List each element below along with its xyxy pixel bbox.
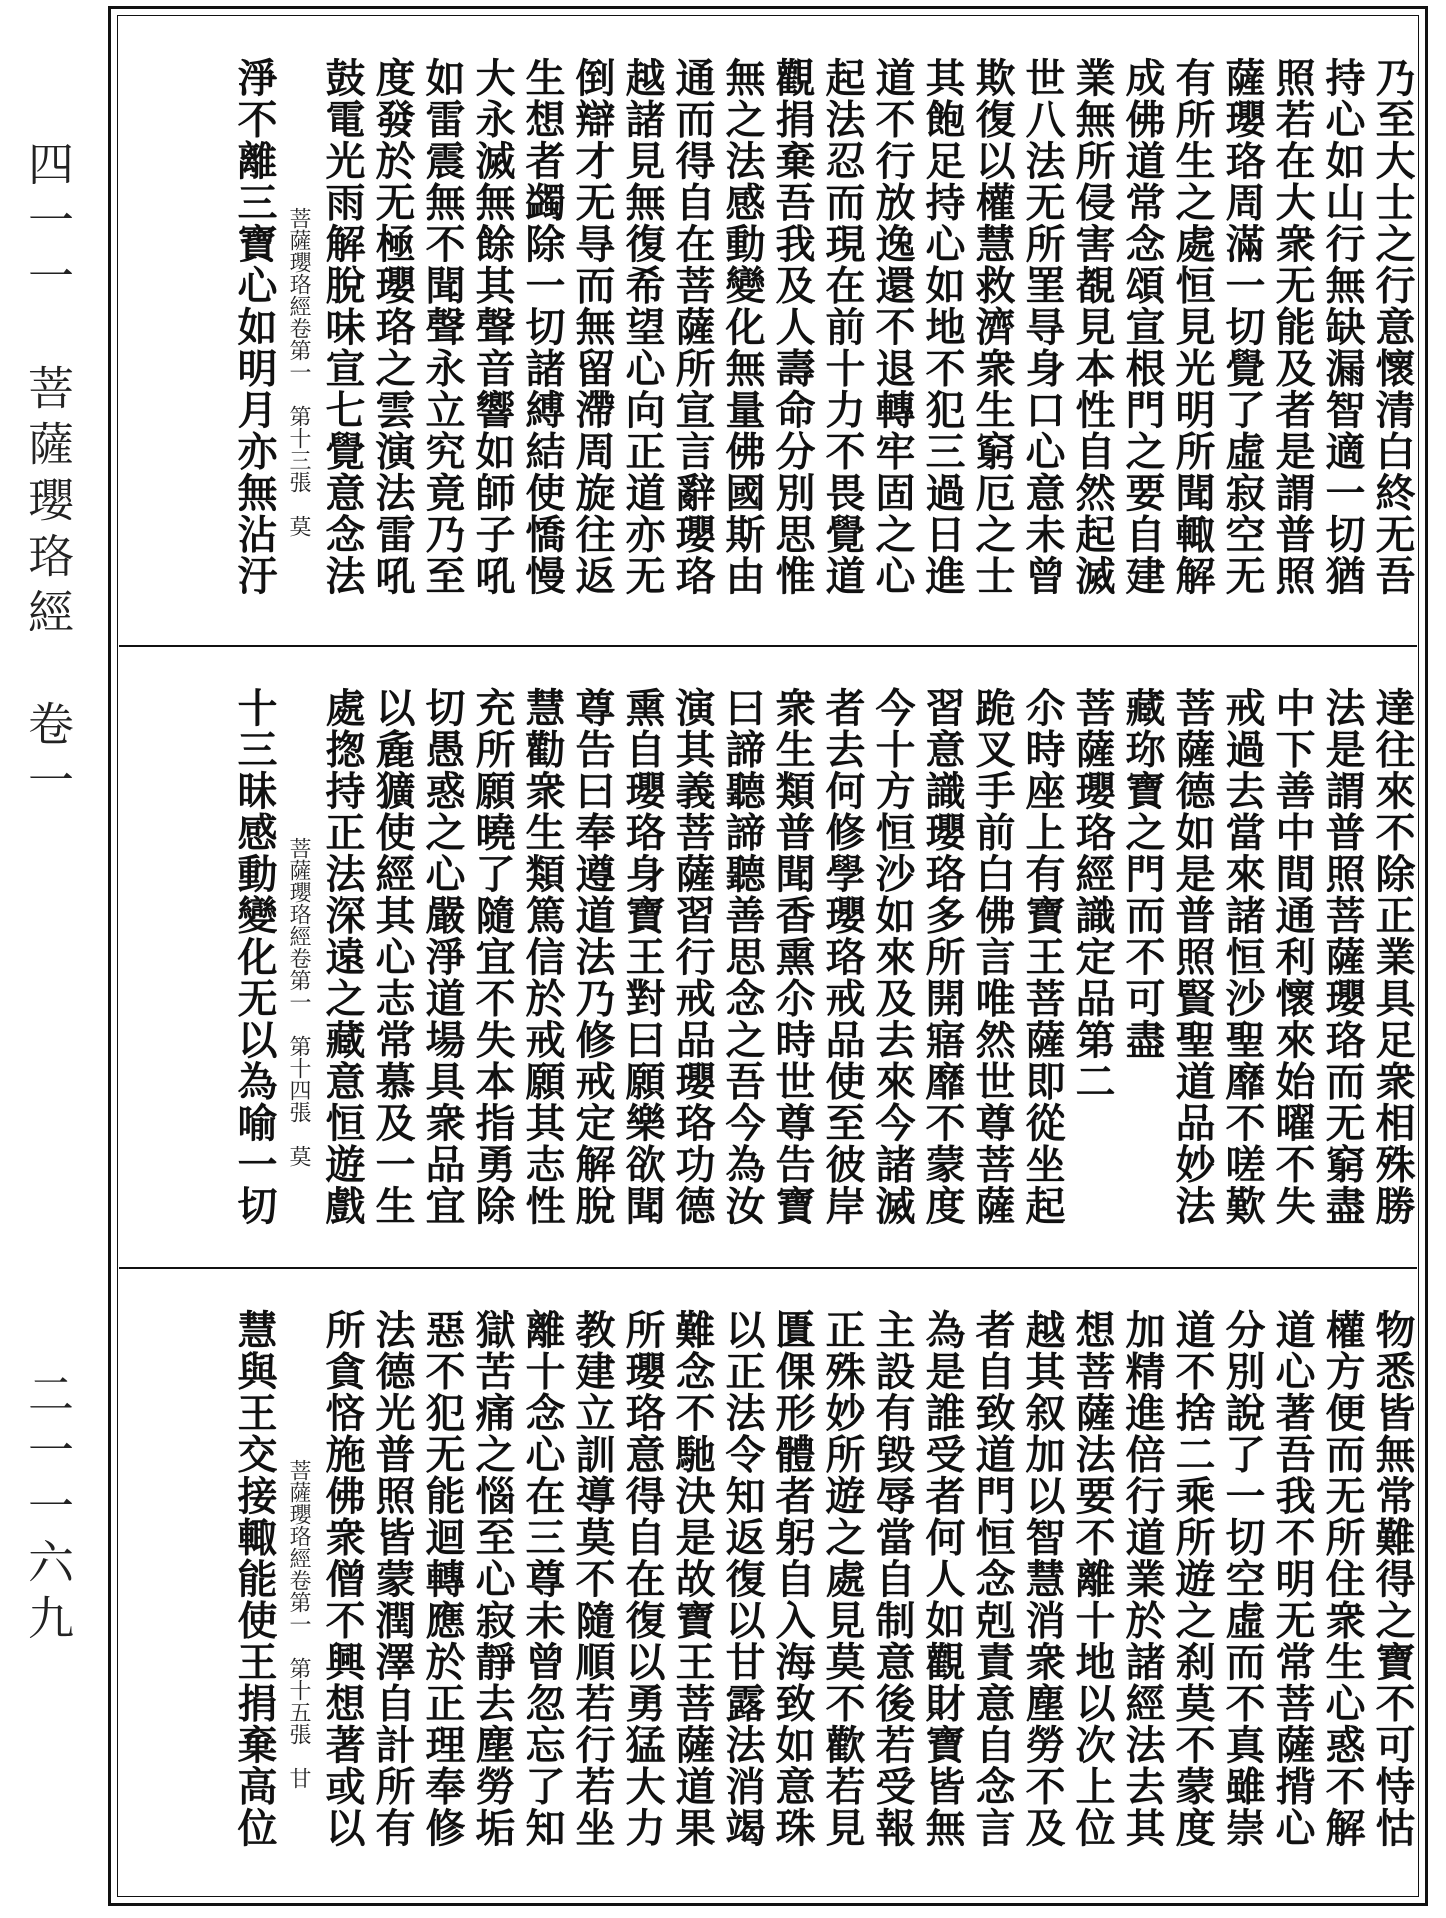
text-column: 中下善中間通利懷來始曜不失 bbox=[1269, 687, 1316, 1227]
text-column: 今十方恒沙如來及去來今諸滅 bbox=[869, 687, 916, 1227]
text-column: 充所願曉了隨宜不失本指勇除 bbox=[469, 687, 516, 1227]
text-column: 薩瓔珞周滿一切覺了虛寂空无 bbox=[1219, 57, 1266, 597]
text-column: 菩薩瓔珞經識定品第二 bbox=[1069, 687, 1116, 1102]
text-column: 慧勸衆生類篤信於戒願其志性 bbox=[519, 687, 566, 1227]
text-column: 乃至大士之行意懷清白終无吾 bbox=[1369, 57, 1416, 597]
text-column: 為是誰受者何人如觀財寶皆無 bbox=[919, 1309, 966, 1849]
text-column: 難念不馳決是故寶王菩薩道果 bbox=[669, 1309, 716, 1849]
text-column: 跪叉手前白佛言唯然世尊菩薩 bbox=[969, 687, 1016, 1227]
text-column: 匱倮形體者躬自入海致如意珠 bbox=[769, 1309, 816, 1849]
text-column: 有所生之處恒見光明所聞輙解 bbox=[1169, 57, 1216, 597]
text-column: 生想者蠲除一切諸縛結使憍慢 bbox=[519, 57, 566, 597]
text-column: 其飽足持心如地不犯三過日進 bbox=[919, 57, 966, 597]
text-panel-3 bbox=[119, 1269, 1417, 1893]
text-column: 起法忍而現在前十力不畏覺道 bbox=[819, 57, 866, 597]
text-column: 權方便而无所住衆生心惑不解 bbox=[1319, 1309, 1366, 1849]
text-column: 者去何修學瓔珞戒品使至彼岸 bbox=[819, 687, 866, 1227]
text-column: 道不捨二乘所遊之刹莫不蒙度 bbox=[1169, 1309, 1216, 1849]
text-column: 道心著吾我不明无常菩薩揹心 bbox=[1269, 1309, 1316, 1849]
text-column: 者自致道門恒念剋責意自念言 bbox=[969, 1309, 1016, 1849]
text-column: 離十念心在三尊未曾忽忘了知 bbox=[519, 1309, 566, 1849]
page-number: 二一一六九 bbox=[21, 1370, 75, 1650]
text-column: 習意識瓔珞多所開寤靡不蒙度 bbox=[919, 687, 966, 1227]
text-column: 觀捐棄吾我及人壽命分別思惟 bbox=[769, 57, 816, 597]
text-column: 淨不離三寶心如明月亦無沾汙 bbox=[231, 57, 278, 597]
text-column: 無之法感動變化無量佛國斯由 bbox=[719, 57, 766, 597]
text-column: 教建立訓導莫不隨順若行若坐 bbox=[569, 1309, 616, 1849]
text-panel-2 bbox=[119, 647, 1417, 1269]
text-column: 成佛道常念頌宣根門之要自建 bbox=[1119, 57, 1166, 597]
text-column: 主設有毀辱當自制意後若受報 bbox=[869, 1309, 916, 1849]
panel-footer-note: 菩薩瓔珞經卷第一 第十四張 莫 bbox=[286, 837, 311, 1167]
text-column: 持心如山行無缺漏智適一切猶 bbox=[1319, 57, 1366, 597]
text-column: 熏自瓔珞身寶王對曰願樂欲聞 bbox=[619, 687, 666, 1227]
text-column: 想菩薩法要不離十地以次上位 bbox=[1069, 1309, 1116, 1849]
text-column: 欺復以權慧救濟衆生窮厄之士 bbox=[969, 57, 1016, 597]
text-column: 鼓電光雨解脫味宣七覺意念法 bbox=[319, 57, 366, 597]
text-column: 物悉皆無常難得之寶不可恃怙 bbox=[1369, 1309, 1416, 1849]
text-column: 處揔持正法深遠之藏意恒遊戲 bbox=[319, 687, 366, 1227]
text-column: 曰諦聽諦聽善思念之吾今為汝 bbox=[719, 687, 766, 1227]
text-column: 越其叙加以智慧消衆塵勞不及 bbox=[1019, 1309, 1066, 1849]
column-container bbox=[127, 687, 1417, 1262]
text-column: 所瓔珞意得自在復以勇猛大力 bbox=[619, 1309, 666, 1849]
text-column: 大永滅無餘其聲音響如師子吼 bbox=[469, 57, 516, 597]
text-column: 十三昧感動變化无以為喻一切 bbox=[231, 687, 278, 1227]
text-column: 越諸見無復希望心向正道亦无 bbox=[619, 57, 666, 597]
text-column: 照若在大衆无能及者是謂普照 bbox=[1269, 57, 1316, 597]
text-column: 切愚惑之心嚴淨道場具衆品宜 bbox=[419, 687, 466, 1227]
text-column: 以麁獷使經其心志常慕及一生 bbox=[369, 687, 416, 1227]
text-column: 如雷震無不聞聲永立究竟乃至 bbox=[419, 57, 466, 597]
text-column: 正殊妙所遊之處見莫不歡若見 bbox=[819, 1309, 866, 1849]
text-column: 加精進倍行道業於諸經法去其 bbox=[1119, 1309, 1166, 1849]
text-column: 尒時座上有寶王菩薩即從坐起 bbox=[1019, 687, 1066, 1227]
text-panel-1 bbox=[119, 17, 1417, 647]
column-container bbox=[127, 57, 1417, 632]
text-column: 法德光普照皆蒙潤澤自計所有 bbox=[369, 1309, 416, 1849]
text-column: 通而得自在菩薩所宣言辭瓔珞 bbox=[669, 57, 716, 597]
text-column: 獄苦痛之惱至心寂靜去塵勞垢 bbox=[469, 1309, 516, 1849]
text-column: 菩薩德如是普照賢聖道品妙法 bbox=[1169, 687, 1216, 1227]
column-container bbox=[127, 1309, 1417, 1884]
panel-footer-note: 菩薩瓔珞經卷第一 第十五張 甘 bbox=[286, 1459, 311, 1789]
text-column: 慧與王交接輙能使王捐棄高位 bbox=[231, 1309, 278, 1849]
text-column: 業無所侵害覩見本性自然起滅 bbox=[1069, 57, 1116, 597]
panel-footer-note: 菩薩瓔珞經卷第一 第十三張 莫 bbox=[286, 207, 311, 537]
text-column: 以正法令知返復以甘露法消竭 bbox=[719, 1309, 766, 1849]
text-column: 演其義菩薩習行戒品瓔珞功德 bbox=[669, 687, 716, 1227]
text-column: 倒辯才无㝵而無留滯周旋往返 bbox=[569, 57, 616, 597]
text-column: 所貪悋施佛衆僧不興想著或以 bbox=[319, 1309, 366, 1849]
text-column: 法是謂普照菩薩瓔珞而无窮盡 bbox=[1319, 687, 1366, 1227]
text-column: 藏珎寶之門而不可盡 bbox=[1119, 687, 1166, 1061]
volume-label: 四一一 菩薩瓔珞經 卷一 bbox=[21, 140, 75, 812]
text-column: 世八法无所罣㝵身口心意未曾 bbox=[1019, 57, 1066, 597]
text-column: 衆生類普聞香熏尒時世尊告寶 bbox=[769, 687, 816, 1227]
text-column: 度發於无極瓔珞之雲演法雷吼 bbox=[369, 57, 416, 597]
text-column: 分別說了一切空虛而不真雖崇 bbox=[1219, 1309, 1266, 1849]
text-column: 尊告曰奉遵道法乃修戒定解脫 bbox=[569, 687, 616, 1227]
page-frame bbox=[108, 6, 1428, 1906]
text-column: 道不行放逸還不退轉牢固之心 bbox=[869, 57, 916, 597]
text-column: 惡不犯无能迴轉應於正理奉修 bbox=[419, 1309, 466, 1849]
text-column: 達往來不除正業具足衆相殊勝 bbox=[1369, 687, 1416, 1227]
text-column: 戒過去當來諸恒沙聖靡不嗟歎 bbox=[1219, 687, 1266, 1227]
